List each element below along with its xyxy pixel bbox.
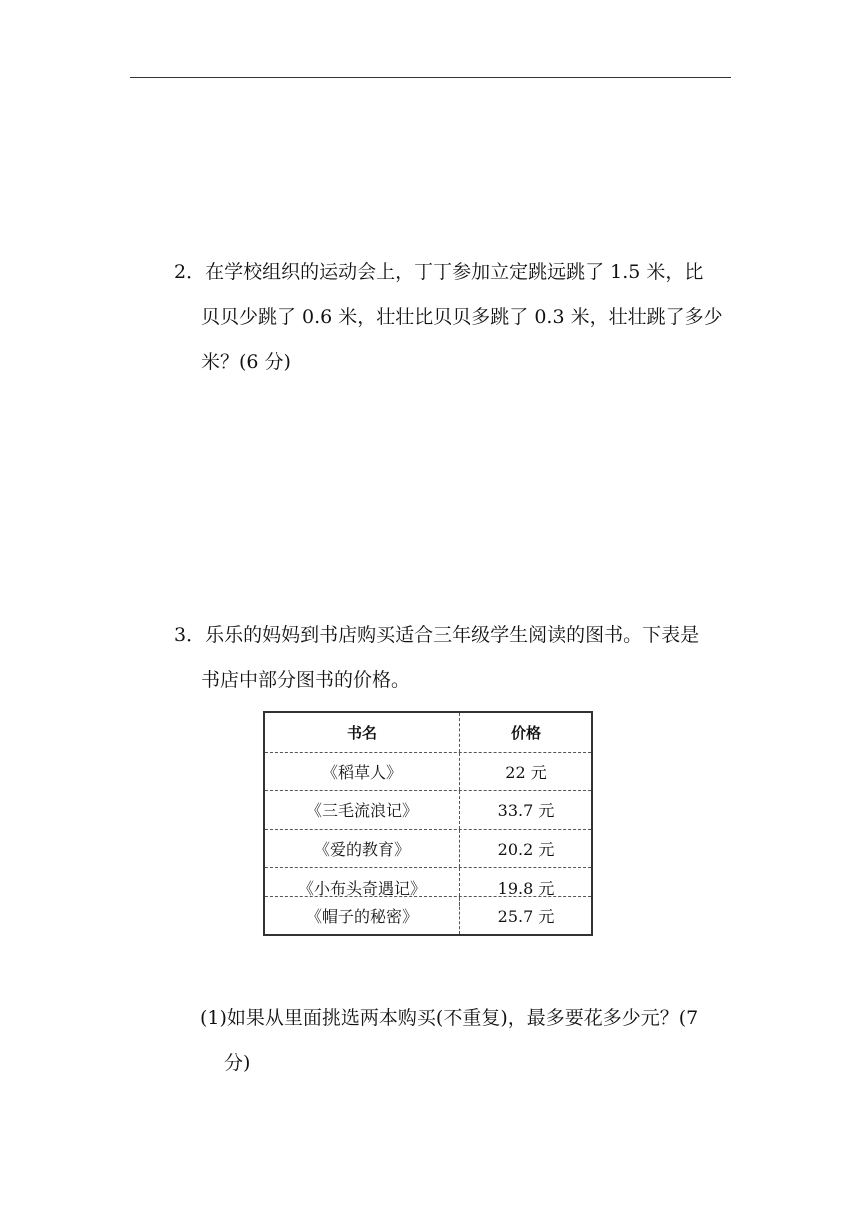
book-name: 《爱的教育》 (313, 840, 410, 860)
table-row (265, 896, 591, 934)
question-2-line-3: 米？(6 分) (201, 351, 291, 373)
question-2-line-2: 贝贝少跳了 0.6 米，壮壮比贝贝多跳了 0.3 米，壮壮跳了多少 (201, 306, 723, 328)
table-row (265, 829, 591, 868)
header-book-name: 书名 (346, 723, 377, 742)
book-price: 33.7 元 (497, 801, 555, 821)
sub-question-1-line-1: (1)如果从里面挑选两本购买(不重复)，最多要花多少元？(7 (200, 1007, 699, 1029)
question-3-line-2: 书店中部分图书的价格。 (201, 669, 411, 691)
book-price: 22 元 (505, 762, 547, 782)
book-price: 19.8 元 (497, 878, 555, 898)
question-3-line-1: 3．乐乐的妈妈到书店购买适合三年级学生阅读的图书。下表是 (174, 624, 700, 646)
sub-question-1-line-2: 分) (224, 1052, 251, 1074)
book-name: 《帽子的秘密》 (305, 907, 418, 926)
book-name: 《小布头奇遇记》 (297, 878, 426, 898)
table-row (265, 790, 591, 829)
header-price: 价格 (510, 723, 541, 742)
question-2-line-1: 2．在学校组织的运动会上，丁丁参加立定跳远跳了 1.5 米，比 (174, 261, 704, 283)
table-row (265, 752, 591, 791)
table-header-row (265, 713, 591, 752)
book-price: 25.7 元 (497, 907, 555, 926)
book-price-table (263, 711, 593, 936)
book-name: 《三毛流浪记》 (305, 801, 418, 821)
book-name: 《稻草人》 (321, 762, 402, 782)
book-price: 20.2 元 (497, 840, 555, 860)
top-rule (130, 77, 731, 78)
